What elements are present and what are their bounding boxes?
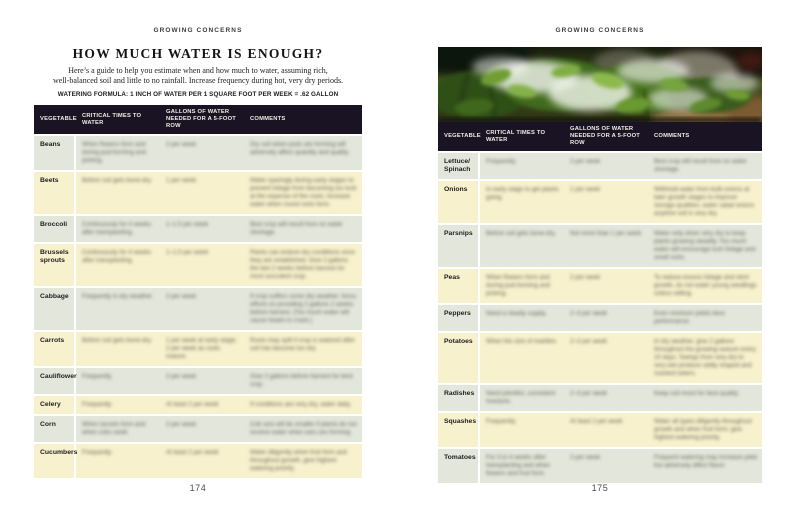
header-vegetable: VEGETABLE <box>40 116 77 122</box>
vegetable-name: Beets <box>34 172 76 214</box>
page-right <box>438 0 762 519</box>
vegetable-name: Cabbage <box>34 288 76 330</box>
critical-times-cell: Continuously for 4 weeks after transplanting. <box>82 249 152 264</box>
comments-cell: Water all types diligently throughout growth and when fruit form; give highest watering priority. <box>654 418 752 441</box>
table-row <box>438 181 762 225</box>
table-row <box>438 385 762 413</box>
watering-formula: WATERING FORMULA: 1 INCH OF WATER PER 1 SQUARE FOOT PER WEEK = .62 GALLON <box>57 91 339 98</box>
critical-times-cell: Frequently. <box>486 418 517 425</box>
gallons-cell: 2 per week <box>166 293 197 300</box>
critical-times-cell: Frequently. <box>82 373 113 380</box>
vegetable-name: Beans <box>34 136 76 170</box>
table-row <box>34 444 362 480</box>
vegetable-name: Squashes <box>438 413 480 447</box>
vegetable-name: Cauliflower <box>34 368 76 394</box>
gallons-cell: 2 per week <box>166 373 197 380</box>
vegetable-name: Carrots <box>34 332 76 366</box>
critical-times-cell: Frequently in dry weather. <box>82 293 154 300</box>
vegetable-name: Peppers <box>438 305 480 331</box>
header-comments: COMMENTS <box>654 133 690 139</box>
critical-times-cell: For 3 to 4 weeks after transplanting and when flowers and fruit form. <box>486 454 550 477</box>
vegetable-name: Broccoli <box>34 216 76 242</box>
table-row <box>438 151 762 181</box>
intro-subtitle <box>28 66 368 86</box>
table-header-row <box>34 105 362 134</box>
header-gallons: GALLONS OF WATER NEEDED FOR A 5-FOOT ROW <box>570 126 641 146</box>
water-table-right <box>438 122 762 485</box>
watered-plants-photo <box>438 47 762 122</box>
comments-cell: Even moisture yields best performance. <box>654 310 725 325</box>
table-row <box>438 333 762 385</box>
vegetable-name: Lettuce/ Spinach <box>438 153 480 179</box>
comments-cell: Water sparingly during early stages to prevent foliage from becoming too lush at the expense of the roots; increase water when round roots form. <box>250 177 357 208</box>
running-head-right: GROWING CONCERNS <box>555 27 645 34</box>
vegetable-name: Onions <box>438 181 480 223</box>
intro-subtitle-line2: well-balanced soil and little to no rainfall. Increase frequency during hot, very dry periods. <box>52 76 344 85</box>
gallons-cell: Not more than 1 per week <box>570 230 642 237</box>
header-vegetable: VEGETABLE <box>444 133 481 139</box>
gallons-cell: 2 per week <box>570 274 601 281</box>
vegetable-name: Tomatoes <box>438 449 480 483</box>
critical-times-cell: Frequently. <box>82 401 113 408</box>
comments-cell: Cob size will be smaller if plants do not receive water when ears are forming. <box>250 421 357 436</box>
table-header-row <box>438 122 762 151</box>
critical-times-cell: When the size of marbles. <box>486 338 558 345</box>
vegetable-name: Celery <box>34 396 76 414</box>
comments-cell: Best crop will result from no water shortage. <box>250 221 343 236</box>
page-number-left: 174 <box>189 483 207 493</box>
table-row <box>438 305 762 333</box>
critical-times-cell: When flowers form and during pod-forming and picking. <box>82 141 146 164</box>
gallons-cell: 1 per week <box>570 186 601 193</box>
gallons-cell: 2–3 per week <box>570 310 608 317</box>
gallons-cell: 2–3 per week <box>570 338 608 345</box>
comments-cell: Water diligently when fruit form and throughout growth; give highest watering priority. <box>250 449 347 472</box>
table-row <box>34 216 362 244</box>
comments-cell: Best crop will result from no water shortage. <box>654 158 747 173</box>
table-body-left <box>34 134 362 480</box>
critical-times-cell: Before soil gets bone-dry. <box>82 337 153 344</box>
critical-times-cell: When tassels form and when cobs swell. <box>82 421 146 436</box>
gallons-cell: 1–1.5 per week <box>166 221 209 228</box>
critical-times-cell: In early stage to get plants going. <box>486 186 559 201</box>
vegetable-name: Corn <box>34 416 76 442</box>
gallons-cell: 1 per week <box>166 177 197 184</box>
water-table-left <box>34 105 362 480</box>
comments-cell: Withhold water from bulb onions at later growth stages to improve storage qualities; water salad onions anytime soil is very dry. <box>654 186 755 217</box>
gallons-cell: 2–3 per week <box>570 390 608 397</box>
critical-times-cell: Need plentiful, consistent moisture. <box>486 390 556 405</box>
gallons-cell: 1–1.5 per week <box>166 249 209 256</box>
comments-cell: Dry soil when pods are forming will adversely affect quantity and quality. <box>250 141 350 156</box>
gallons-cell: 2 per week <box>166 141 197 148</box>
table-row <box>438 449 762 485</box>
gallons-cell: At least 2 per week <box>166 401 219 408</box>
watered-plants-photo-art <box>438 47 762 122</box>
table-row <box>34 368 362 396</box>
gallons-cell: At least 2 per week <box>570 418 623 425</box>
critical-times-cell: Before soil gets bone-dry. <box>486 230 557 237</box>
comments-cell: In dry weather, give 2 gallons throughout the growing season every 10 days. Swings from very dry to very wet produce oddly shaped and cracked tubers. <box>654 338 756 377</box>
comments-cell: If conditions are very dry, water daily. <box>250 401 352 408</box>
page-number-right: 175 <box>591 483 609 493</box>
table-row <box>438 225 762 269</box>
critical-times-cell: Need a steady supply. <box>486 310 547 317</box>
comments-cell: Plants can endure dry conditions once they are established. Give 2 gallons the last 2 weeks before harvest for most succulent crop. <box>250 249 355 280</box>
vegetable-name: Cucumbers <box>34 444 76 478</box>
table-row <box>34 172 362 216</box>
header-critical-times: CRITICAL TIMES TO WATER <box>82 112 142 126</box>
comments-cell: Roots may split if crop is watered after soil has become too dry. <box>250 337 355 352</box>
critical-times-cell: Continuously for 4 weeks after transplanting. <box>82 221 152 236</box>
gallons-cell: 2 per week <box>570 454 601 461</box>
table-row <box>34 416 362 444</box>
table-row <box>34 332 362 368</box>
table-row <box>34 134 362 172</box>
table-row <box>34 244 362 288</box>
comments-cell: Give 2 gallons before harvest for best crop. <box>250 373 353 388</box>
table-row <box>438 413 762 449</box>
page-title: HOW MUCH WATER IS ENOUGH? <box>72 46 324 61</box>
vegetable-name: Parsnips <box>438 225 480 267</box>
vegetable-name: Potatoes <box>438 333 480 383</box>
table-body-right <box>438 151 762 485</box>
critical-times-cell: Frequently. <box>82 449 113 456</box>
critical-times-cell: Before soil gets bone-dry. <box>82 177 153 184</box>
table-row <box>438 269 762 305</box>
vegetable-name: Brussels sprouts <box>34 244 76 286</box>
gallons-cell: 1 per week at early stage; 2 per week as roots mature. <box>166 337 237 360</box>
comments-cell: To reduce excess foliage and stem growth, do not water young seedlings unless wilting. <box>654 274 757 297</box>
header-critical-times: CRITICAL TIMES TO WATER <box>486 129 546 143</box>
table-row <box>34 288 362 332</box>
running-head-left: GROWING CONCERNS <box>153 27 243 34</box>
gallons-cell: 2 per week <box>570 158 601 165</box>
intro-subtitle-line1: Here’s a guide to help you estimate when and how much to water, assuming rich, <box>68 66 328 75</box>
header-comments: COMMENTS <box>250 116 286 122</box>
page-left <box>34 0 362 519</box>
header-gallons: GALLONS OF WATER NEEDED FOR A 5-FOOT ROW <box>166 109 237 129</box>
critical-times-cell: When flowers form and during pod-forming and picking. <box>486 274 550 297</box>
comments-cell: Keep soil moist for best quality. <box>654 390 740 397</box>
gallons-cell: 2 per week <box>166 421 197 428</box>
vegetable-name: Peas <box>438 269 480 303</box>
comments-cell: Water only when very dry to keep plants growing steadily. Too much water will encourage lush foliage and small roots. <box>654 230 756 261</box>
comments-cell: If crop suffers some dry weather, focus efforts on providing 2 gallons 2 weeks before harvest. (Too much water will cause heads to crack.) <box>250 293 357 324</box>
vegetable-name: Radishes <box>438 385 480 411</box>
critical-times-cell: Frequently. <box>486 158 517 165</box>
table-row <box>34 396 362 416</box>
gallons-cell: At least 2 per week <box>166 449 219 456</box>
comments-cell: Frequent watering may increase yield but adversely affect flavor. <box>654 454 757 469</box>
